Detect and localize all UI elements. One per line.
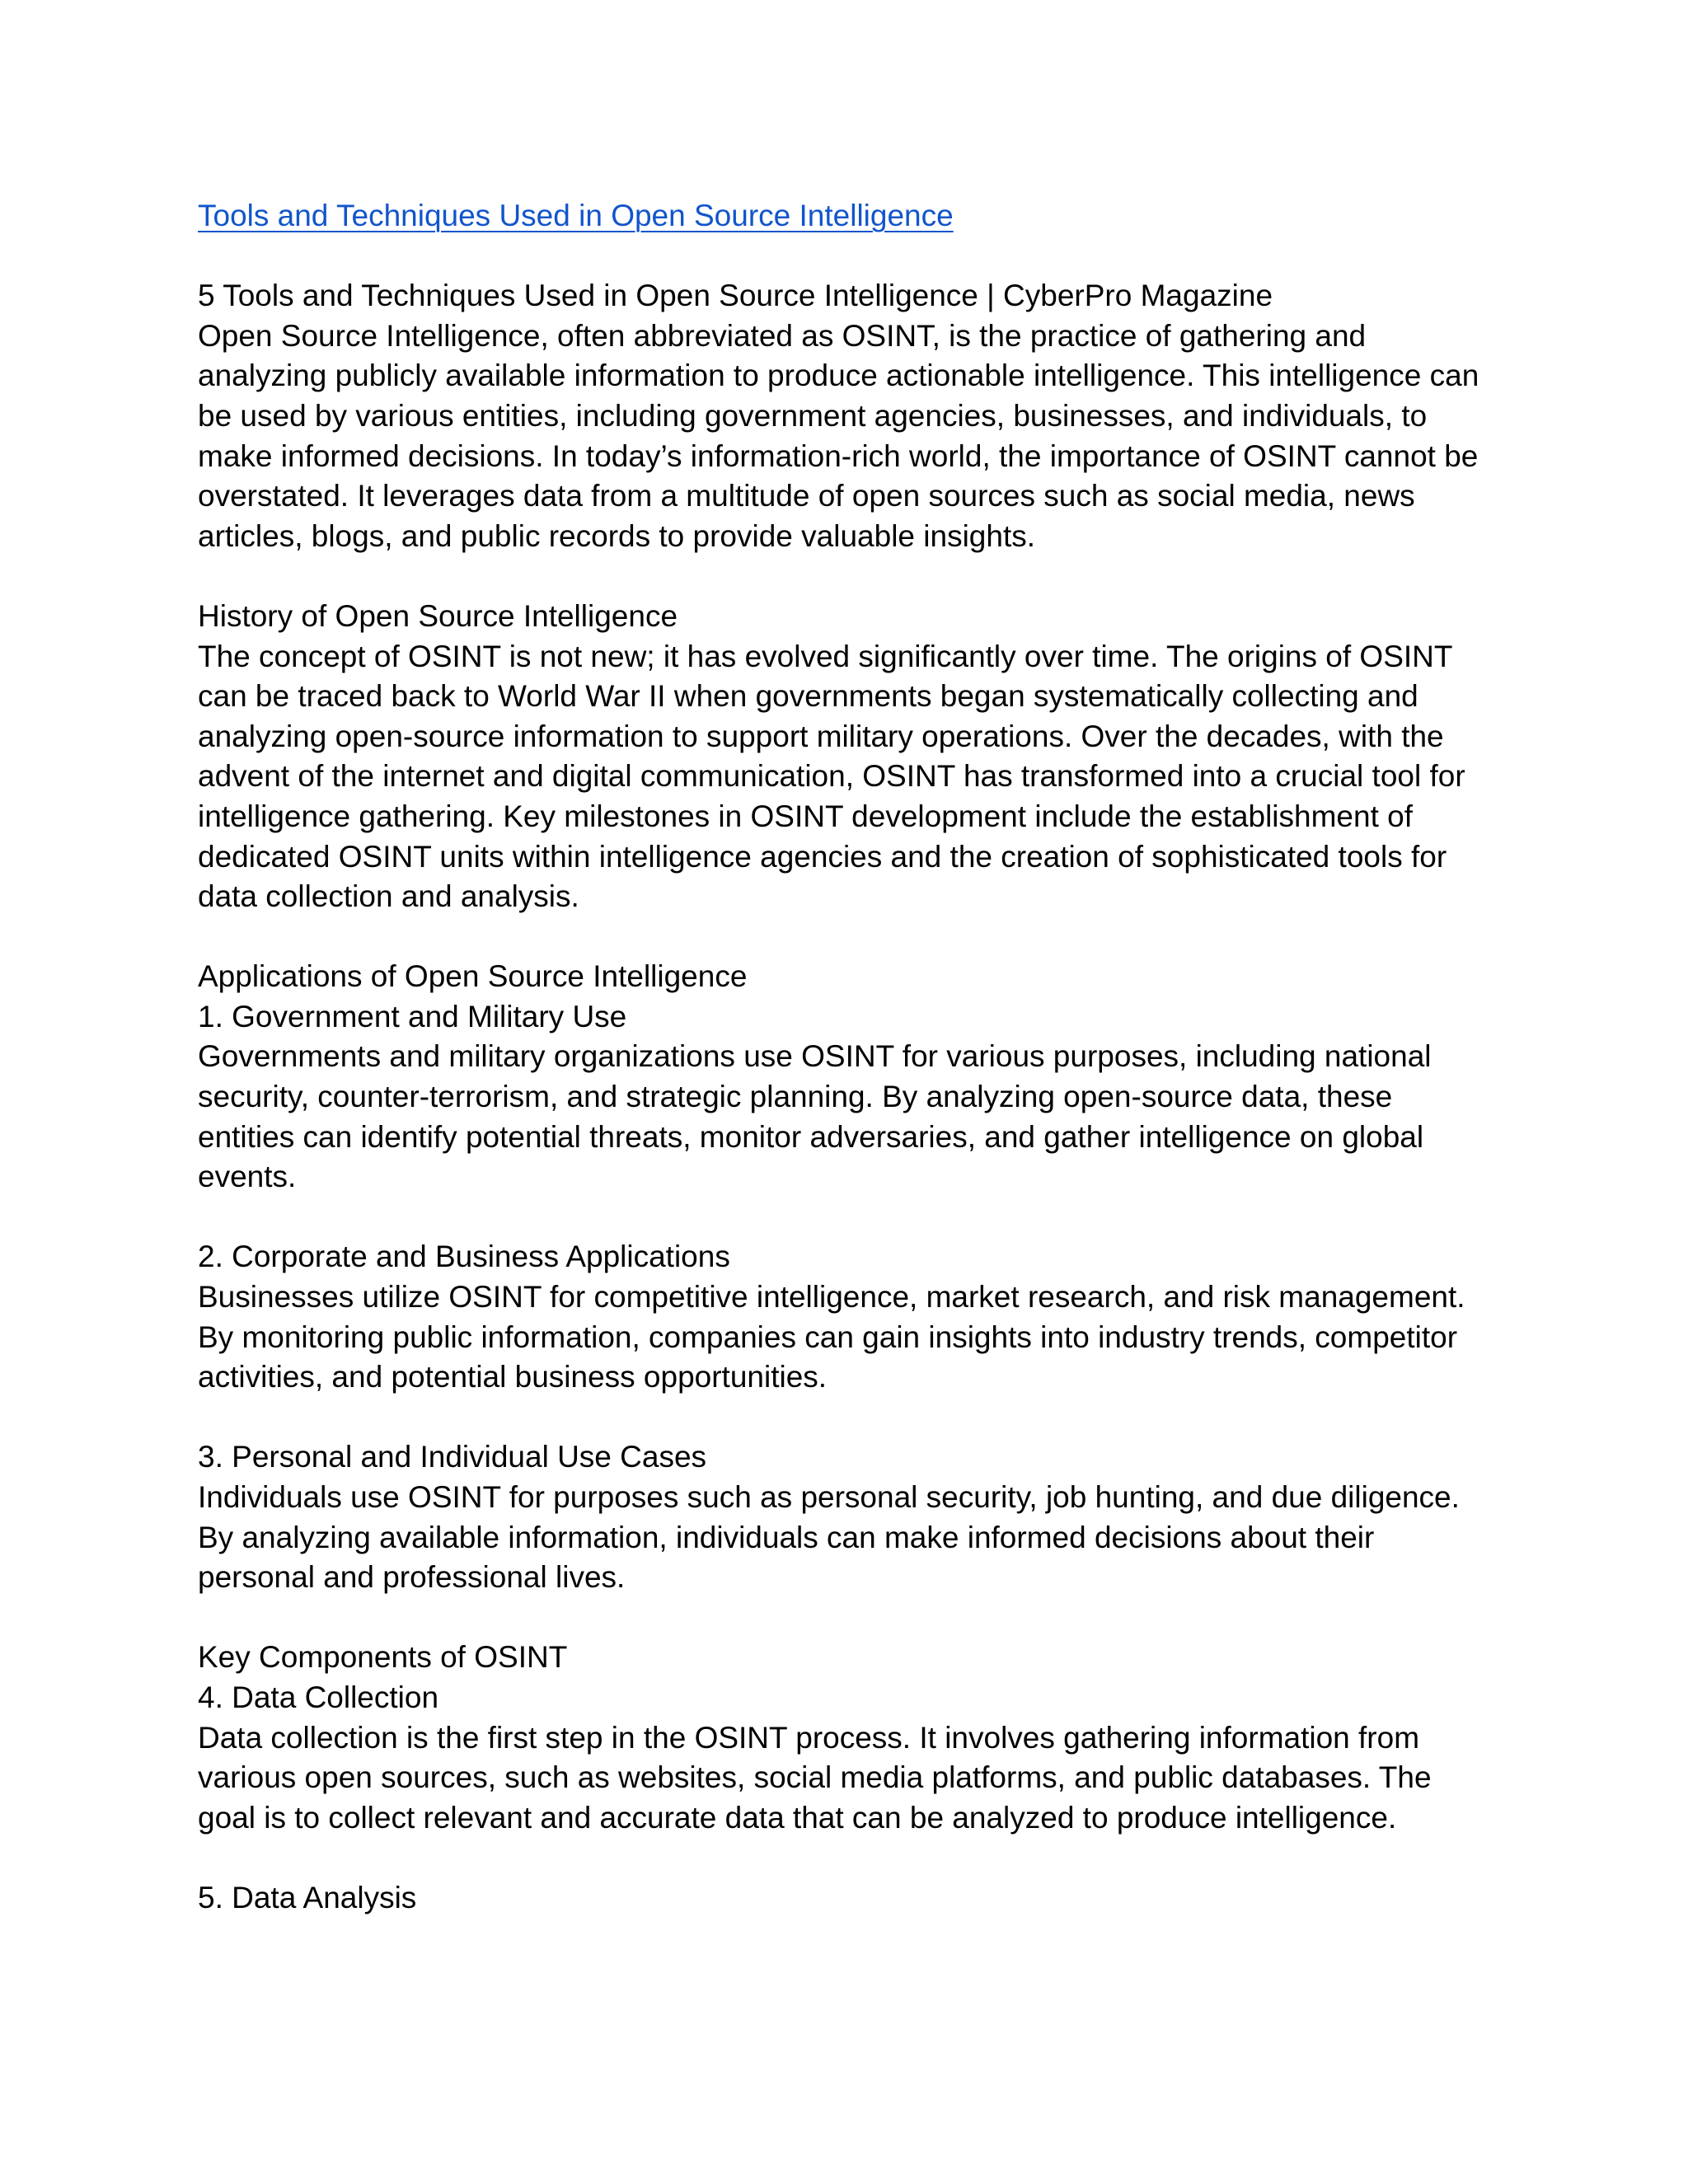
collection-heading: 4. Data Collection — [198, 1680, 439, 1714]
history-line: advent of the internet and digital communication, OSINT has transformed into a crucial tool for — [198, 759, 1465, 794]
history-line: analyzing open-source information to support military operations. Over the decades, with the — [198, 719, 1444, 753]
intro-line: overstated. It leverages data from a multitude of open sources such as social media, news — [198, 479, 1415, 513]
corporate-heading: 2. Corporate and Business Applications — [198, 1240, 730, 1274]
government-line: entities can identify potential threats, monitor adversaries, and gather intelligence on global — [198, 1119, 1424, 1154]
history-heading: History of Open Source Intelligence — [198, 598, 678, 633]
personal-line: personal and professional lives. — [198, 1560, 626, 1595]
spacer — [198, 1838, 1517, 1878]
components-heading: Key Components of OSINT — [198, 1640, 568, 1675]
history-line: dedicated OSINT units within intelligence agencies and the creation of sophisticated tools for — [198, 839, 1447, 874]
corporate-line: Businesses utilize OSINT for competitive intelligence, market research, and risk management. — [198, 1280, 1465, 1315]
article-title: 5 Tools and Techniques Used in Open Source Intelligence | CyberPro Magazine — [198, 279, 1273, 313]
government-line: Governments and military organizations use OSINT for various purposes, including national — [198, 1039, 1432, 1074]
personal-heading: 3. Personal and Individual Use Cases — [198, 1440, 707, 1474]
intro-line: articles, blogs, and public records to provide valuable insights. — [198, 518, 1036, 553]
spacer — [198, 1598, 1517, 1638]
history-line: The concept of OSINT is not new; it has evolved significantly over time. The origins of OSINT — [198, 639, 1453, 673]
intro-line: make informed decisions. In today’s information-rich world, the importance of OSINT cannot be — [198, 438, 1479, 473]
history-line: can be traced back to World War II when governments began systematically collecting and — [198, 679, 1418, 714]
intro-line: analyzing publicly available information to produce actionable intelligence. This intelligence can — [198, 359, 1479, 393]
intro-line: Open Source Intelligence, often abbreviated as OSINT, is the practice of gathering and — [198, 318, 1367, 353]
personal-line: Individuals use OSINT for purposes such as personal security, job hunting, and due diligence. — [198, 1480, 1460, 1514]
government-line: events. — [198, 1160, 297, 1194]
corporate-line: activities, and potential business opportunities. — [198, 1360, 828, 1394]
spacer — [198, 237, 1517, 277]
collection-line: goal is to collect relevant and accurate data that can be analyzed to produce intelligence. — [198, 1800, 1397, 1835]
government-line: security, counter-terrorism, and strategic planning. By analyzing open-source data, these — [198, 1080, 1393, 1114]
corporate-line: By monitoring public information, companies can gain insights into industry trends, competitor — [198, 1319, 1458, 1354]
document-page — [198, 196, 1517, 1919]
spacer — [198, 556, 1517, 597]
analysis-heading: 5. Data Analysis — [198, 1880, 417, 1915]
spacer — [198, 1398, 1517, 1438]
spacer — [198, 1197, 1517, 1238]
applications-heading: Applications of Open Source Intelligence — [198, 959, 748, 994]
personal-line: By analyzing available information, individuals can make informed decisions about their — [198, 1520, 1375, 1554]
government-heading: 1. Government and Military Use — [198, 999, 627, 1033]
history-line: intelligence gathering. Key milestones in OSINT development include the establishment of — [198, 799, 1413, 833]
title-link[interactable]: Tools and Techniques Used in Open Source Intelligence — [198, 199, 954, 232]
intro-line: be used by various entities, including government agencies, businesses, and individuals, to — [198, 398, 1428, 433]
collection-line: various open sources, such as websites, social media platforms, and public databases. The — [198, 1760, 1432, 1795]
spacer — [198, 917, 1517, 958]
history-line: data collection and analysis. — [198, 879, 579, 914]
collection-line: Data collection is the first step in the OSINT process. It involves gathering information from — [198, 1720, 1420, 1755]
